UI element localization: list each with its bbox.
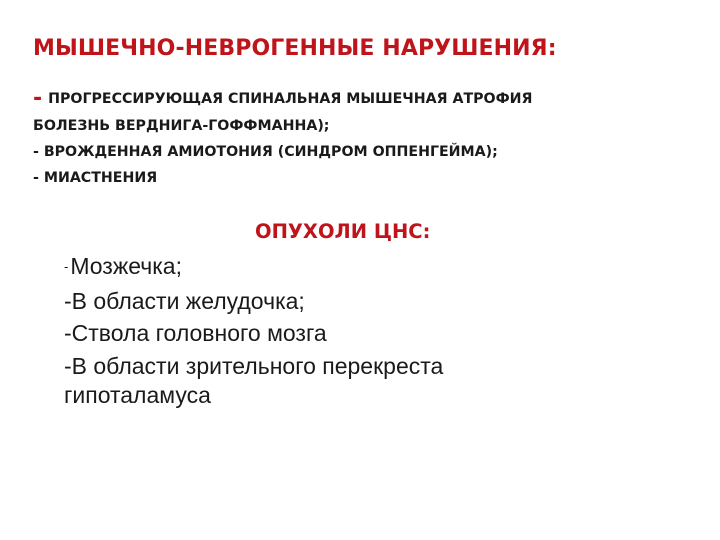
section-subtitle: ОПУХОЛИ ЦНС: (255, 220, 431, 243)
neuro-list-item-1-text: ПРОГРЕССИРУЮЩАЯ СПИНАЛЬНАЯ МЫШЕЧНАЯ АТРОФИЯ (48, 91, 533, 107)
tumor-list-item-2: -В области желудочка; (64, 288, 305, 314)
tumor-list-item-4: -В области зрительного перекреста (64, 353, 444, 379)
small-dash: - (64, 259, 69, 274)
tumor-list-item-1-text: Мозжечка; (70, 253, 182, 279)
tumor-list-item-3: -Ствола головного мозга (64, 320, 327, 346)
neuro-list-item-3: - МИАСТНЕНИЯ (33, 170, 158, 186)
red-dash: - (33, 86, 43, 111)
tumor-list-item-4-continuation: гипоталамуса (64, 382, 211, 408)
neuro-list-item-1-continuation: БОЛЕЗНЬ ВЕРДНИГА-ГОФФМАННА); (33, 118, 330, 134)
neuro-list-item-2: - ВРОЖДЕННАЯ АМИОТОНИЯ (СИНДРОМ ОППЕНГЕЙМА); (33, 144, 498, 160)
slide-title: МЫШЕЧНО-НЕВРОГЕННЫЕ НАРУШЕНИЯ: (33, 36, 557, 61)
tumor-list-item-1 (64, 255, 182, 278)
neuro-list-item-1 (33, 86, 532, 111)
